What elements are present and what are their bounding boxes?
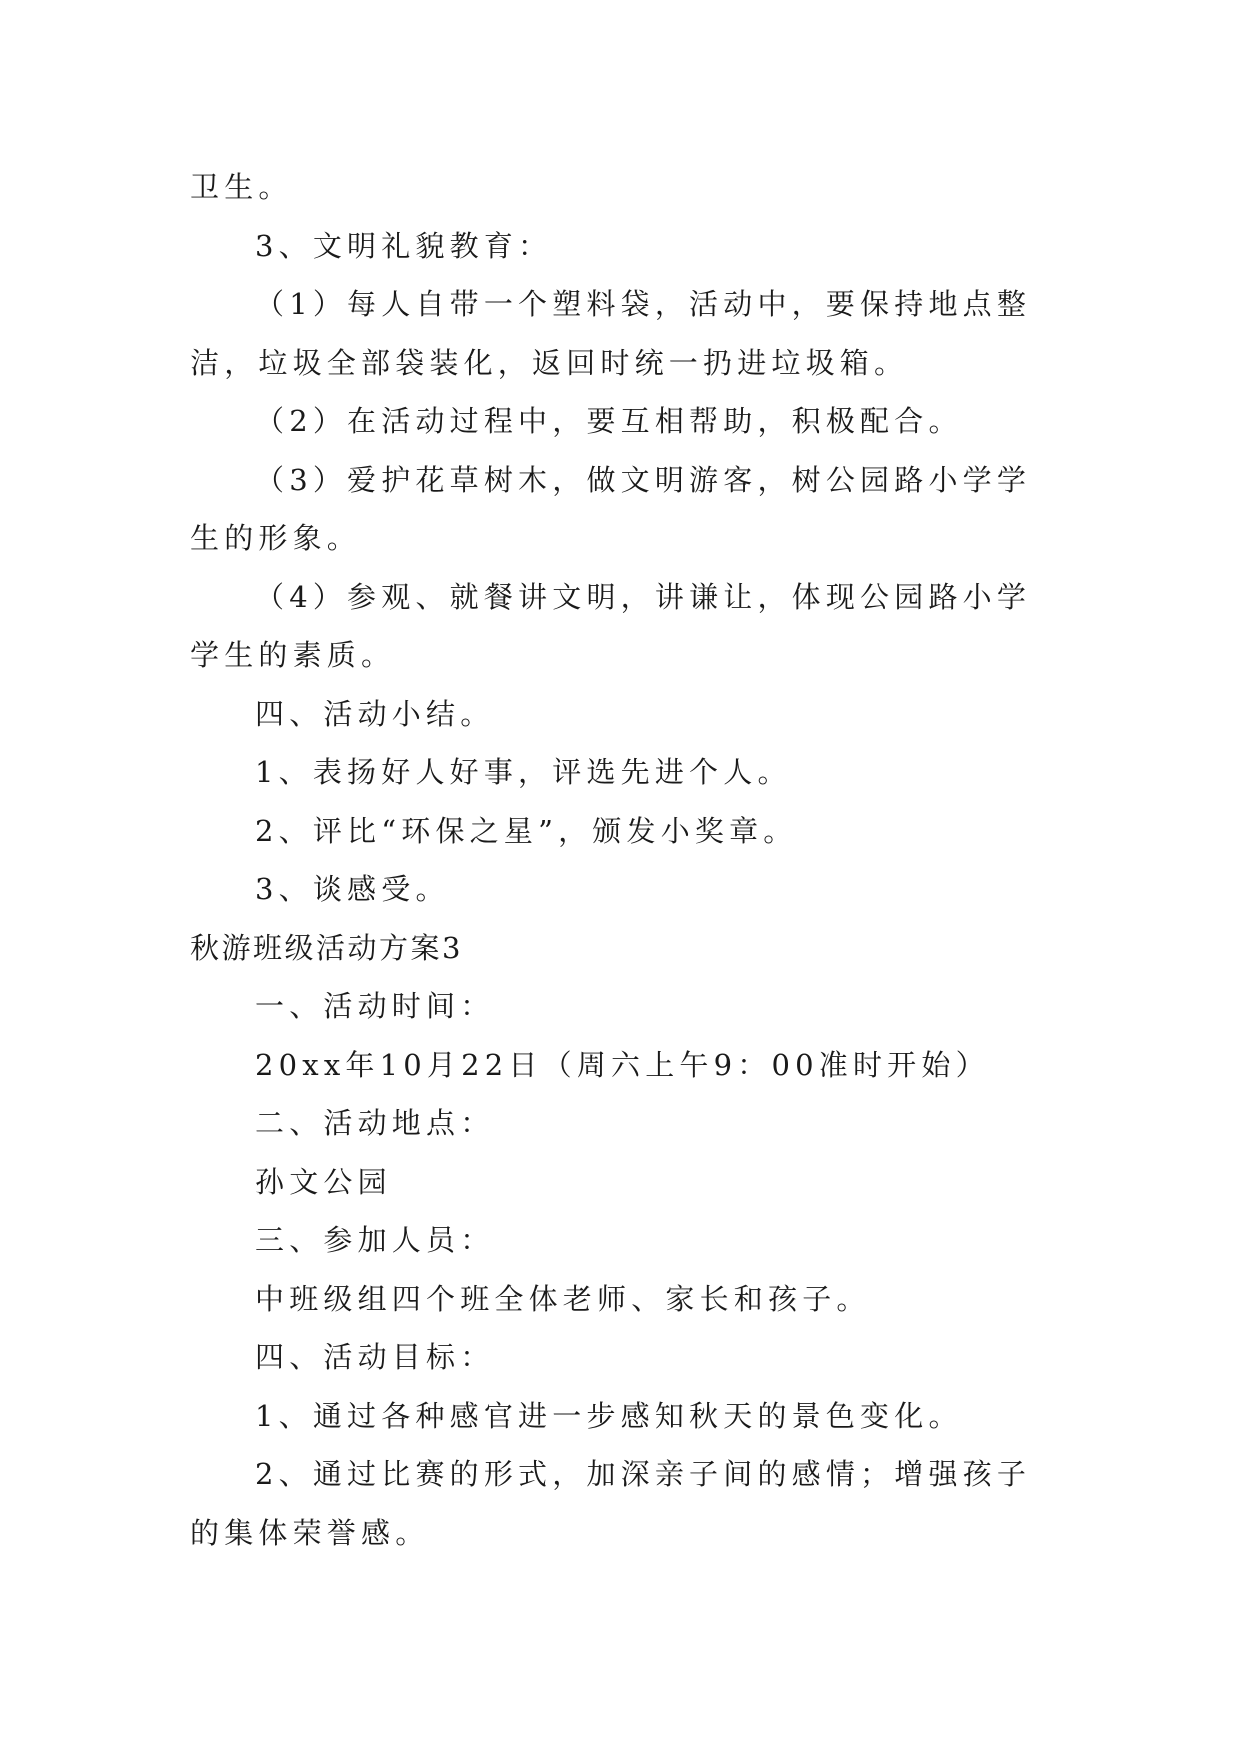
paragraph-7: 四、活动小结。 [255,696,495,731]
paragraph-8: 1、表扬好人好事，评选先进个人。 [255,755,792,789]
paragraph-2: 3、文明礼貌教育： [255,228,553,263]
paragraph-9: 2、评比“环保之星”，颁发小奖章。 [255,813,798,848]
paragraph-12: 一、活动时间： [255,989,495,1023]
paragraph-16: 三、参加人员： [255,1223,495,1257]
paragraph-1: 卫生。 [190,170,293,204]
paragraph-17: 中班级组四个班全体老师、家长和孩子。 [255,1281,871,1316]
section-heading: 秋游班级活动方案3 [190,930,463,965]
paragraph-5: （3）爱护花草树木，做文明游客，树公园路小学学生的形象。 [190,462,1032,555]
paragraph-3: （1）每人自带一个塑料袋，活动中，要保持地点整洁，垃圾全部袋装化，返回时统一扔进垃圾箱。 [190,287,1032,380]
paragraph-6: （4）参观、就餐讲文明，讲谦让，体现公园路小学学生的素质。 [190,579,1032,672]
paragraph-10: 3、谈感受。 [255,872,450,906]
paragraph-14: 二、活动地点： [255,1106,495,1140]
paragraph-15: 孙文公园 [255,1164,392,1199]
paragraph-4: （2）在活动过程中，要互相帮助，积极配合。 [255,404,963,438]
paragraph-13: 20xx年10月22日（周六上午9：00准时开始） [255,1047,990,1082]
document-body [190,158,1050,1562]
paragraph-19: 1、通过各种感官进一步感知秋天的景色变化。 [255,1398,963,1433]
paragraph-18: 四、活动目标： [255,1340,495,1374]
paragraph-20: 2、通过比赛的形式，加深亲子间的感情；增强孩子的集体荣誉感。 [190,1457,1032,1550]
